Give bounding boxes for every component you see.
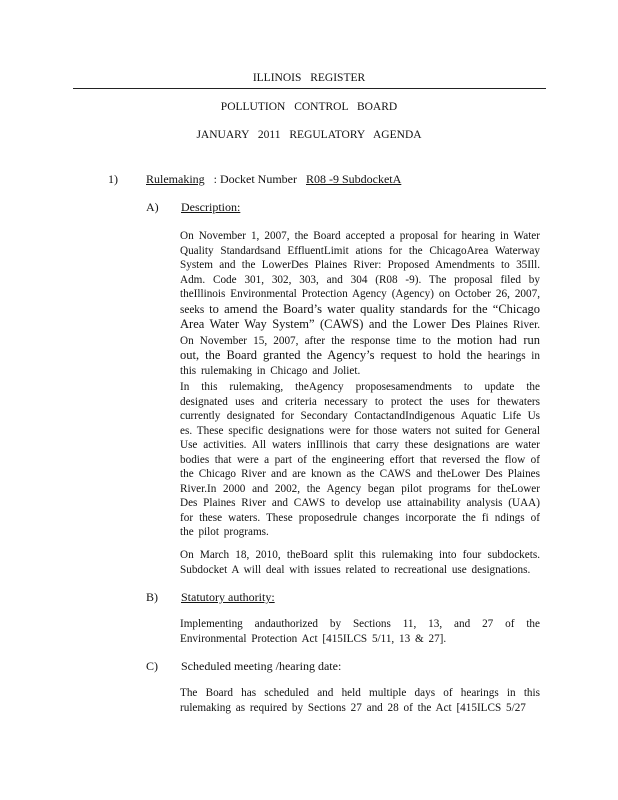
section-b-title: Statutory authority:: [181, 590, 275, 604]
description-p1-middle: Plaines River. On November 15, 2007, after the response time to the: [180, 319, 541, 347]
section-c-letter: C): [146, 659, 158, 673]
hearing-paragraph: The Board has scheduled and held multiple days of hearings in this rulemaking as required by Sections 27 and 28 of the Act [415ILCS 5/27: [180, 687, 540, 714]
description-paragraph-1: [180, 229, 540, 378]
rulemaking-label: Rulemaking: [146, 172, 205, 186]
docket-number: R08 -9 SubdocketA: [305, 172, 402, 186]
item-number: 1): [108, 172, 118, 186]
board-title: POLLUTION CONTROL BOARD: [220, 101, 398, 113]
description-p1-emphasis-1: to amend the Board’s water quality standards for the “Chicago Area Water Way System” (CAWS) and the Lower Des: [180, 301, 541, 331]
section-b-letter: B): [146, 590, 158, 604]
section-a-title: Description:: [181, 200, 241, 214]
statutory-paragraph: Implementing andauthorized by Sections 11, 13, and 27 of the Environmental Protection Act [415ILCS 5/11, 13 & 27].: [180, 618, 540, 645]
description-p1-end: hearings in this rulemaking in Chicago and Joliet.: [180, 350, 541, 377]
description-paragraph-3: On March 18, 2010, theBoard split this rulemaking into four subdockets. Subdocket A will deal with issues related to recreational use designations.: [180, 549, 540, 576]
header-rule: [73, 88, 546, 89]
register-title: ILLINOIS REGISTER: [252, 72, 366, 84]
description-p1-start: On November 1, 2007, the Board accepted a proposal for hearing in Water Quality Standardsand EffluentLimit ations for the ChicagoArea Waterway System and the LowerDes Plaines River: Proposed Amendments to 35Ill. Adm. Code 301, 302, 303, and 304 (R08 -9). The proposal filed by theIllinois Environmental Protection Agency (Agency) on October 26, 2007, seeks: [180, 230, 540, 316]
description-p1-emphasis-2: motion had run out, the Board granted the Agency’s request to hold the: [180, 332, 541, 362]
docket-line: [146, 172, 401, 187]
section-a-letter: A): [146, 200, 159, 214]
agenda-title: JANUARY 2011 REGULATORY AGENDA: [196, 129, 422, 141]
section-c-title: Scheduled meeting /hearing date:: [181, 659, 342, 673]
description-paragraph-2: In this rulemaking, theAgency proposesamendments to update the designated uses and criteria necessary to protect the uses for thewaters currently designated for Secondary ContactandIndigenous Aquatic Life Us es. These specific designations were for those waters not suited for General Use activities. All waters inIllinois that carry these designations are water bodies that were a part of the engineering effort that reversed the flow of the Chicago River and are known as the CAWS and theLower Des Plaines River.In 2000 and 2002, the Agency began pilot programs for theLower Des Plaines River and CAWS to develop use attainability analysis (UAA) for these waters. These proposedrule changes incorporate the fi ndings of the pilot programs.: [180, 381, 540, 538]
docket-text: : Docket Number: [213, 172, 297, 186]
